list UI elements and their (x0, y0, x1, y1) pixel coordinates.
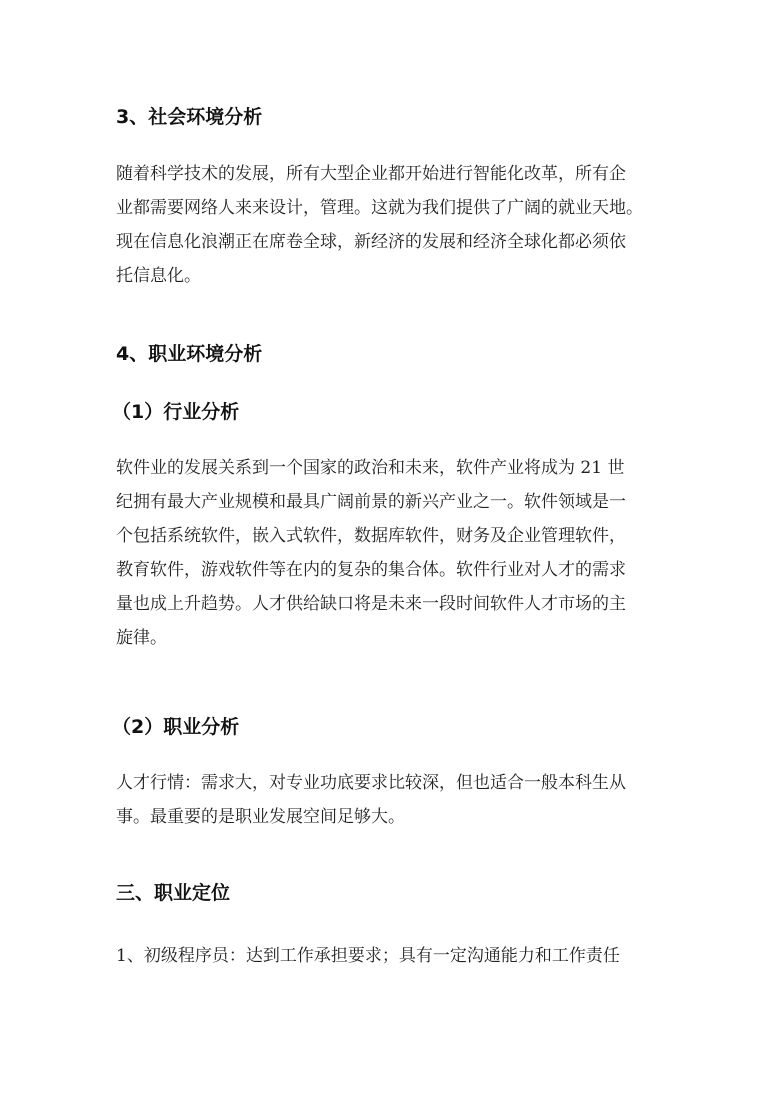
text-line: 业都需要网络人来来设计，管理。这就为我们提供了广阔的就业天地。 (116, 198, 643, 218)
text-line: 教育软件，游戏软件等在内的复杂的集合体。软件行业对人才的需求 (116, 560, 626, 580)
paragraph-career-positioning (116, 939, 662, 973)
heading-career-positioning: 三、职业定位 (116, 882, 231, 904)
heading-industry-analysis: （1）行业分析 (112, 401, 240, 423)
text-line: 个包括系统软件，嵌入式软件，数据库软件，财务及企业管理软件， (116, 526, 626, 546)
paragraph-industry-analysis (116, 451, 662, 655)
text-line: 软件业的发展关系到一个国家的政治和未来，软件产业将成为 21 世 (116, 458, 625, 478)
heading-career-environment: 4、职业环境分析 (116, 343, 263, 365)
paragraph-social-environment (116, 157, 662, 293)
text-line: 量也成上升趋势。人才供给缺口将是未来一段时间软件人才市场的主 (116, 594, 626, 614)
text-line: 旋律。 (116, 628, 167, 648)
heading-social-environment: 3、社会环境分析 (116, 106, 263, 128)
paragraph-occupation-analysis (116, 766, 662, 834)
text-line: 事。最重要的是职业发展空间足够大。 (116, 807, 405, 827)
text-line: 随着科学技术的发展，所有大型企业都开始进行智能化改革，所有企 (116, 164, 626, 184)
text-line: 人才行情：需求大，对专业功底要求比较深，但也适合一般本科生从 (116, 773, 626, 793)
text-line: 1、初级程序员：达到工作承担要求；具有一定沟通能力和工作责任 (116, 946, 620, 966)
text-line: 纪拥有最大产业规模和最具广阔前景的新兴产业之一。软件领域是一 (116, 492, 626, 512)
heading-occupation-analysis: （2）职业分析 (112, 716, 240, 738)
text-line: 托信息化。 (116, 266, 201, 286)
text-line: 现在信息化浪潮正在席卷全球，新经济的发展和经济全球化都必须依 (116, 232, 626, 252)
